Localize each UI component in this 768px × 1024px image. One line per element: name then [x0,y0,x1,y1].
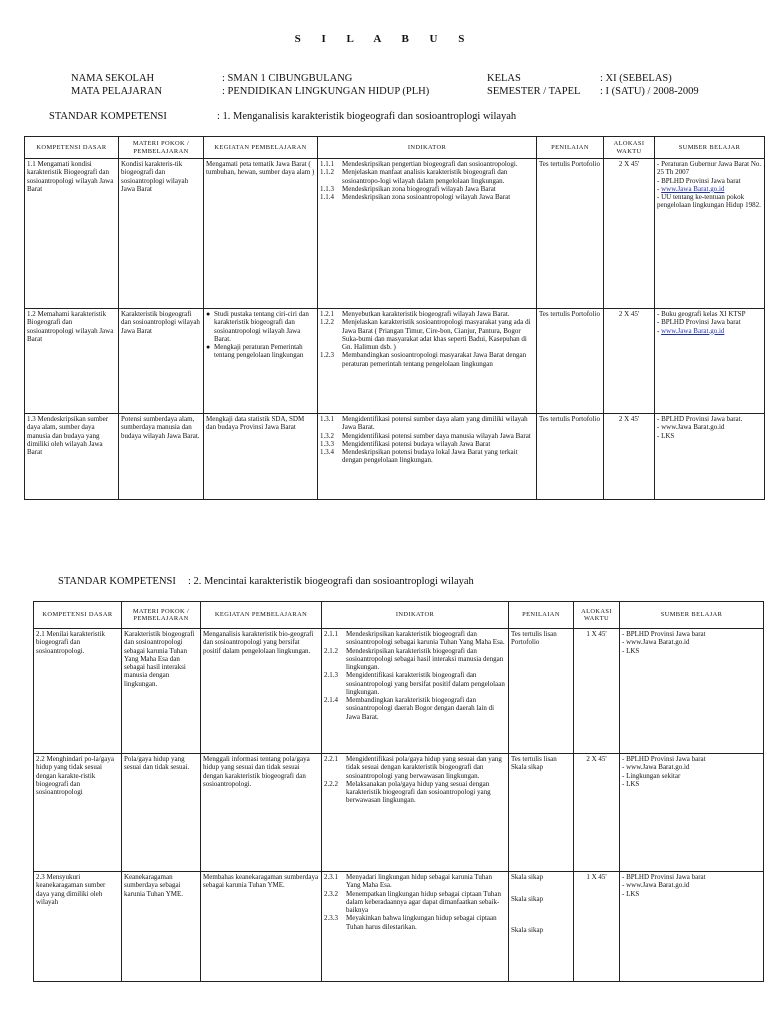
materi-pokok-cell: Karakteristik biogeografi dan sosioantropologi sebagai karunia Tuhan Yang Maha Esa dan sebagai hasil interaksi manusia dengan lingkungan. [122,629,201,754]
sumber-item: - BPLHD Provinsi Jawa barat [622,630,706,638]
alokasi-waktu-cell: 1 X 45' [574,629,620,754]
sumber-item: - BPLHD Provinsi Jawa barat. [657,415,743,423]
sumber-link[interactable]: www.Jawa Barat.go.id [661,326,725,335]
penilaian-cell: Tes tertulis Portofolio [537,309,604,414]
table-row [25,159,765,309]
standar-kompetensi-2 [58,576,474,587]
sumber-belajar-cell [655,159,765,309]
indikator-number: 2.1.3 [324,671,338,680]
indikator-number: 1.1.1 [320,160,334,168]
indikator-number: 2.1.1 [324,630,338,638]
sumber-belajar-cell [655,414,765,500]
table-row [34,629,764,754]
indikator-text: Menjelaskan manfaat analisis karakteristik biogeografi dan sosioantropo-logi wilayah dalam pengelolaan lingkungan. [342,168,508,185]
indikator-item [320,160,534,168]
sumber-item: - Buku geografi kelas XI KTSP [657,310,746,318]
indikator-item [324,671,506,696]
sumber-item: - www.Jawa Barat.go.id [657,184,725,193]
sumber-item: - Peraturan Gubernur Jawa Barat No. 25 Th 2007 [657,160,762,177]
sumber-belajar-cell [620,754,764,872]
indikator-item [324,890,506,915]
indikator-text: Meyakinkan bahwa lingkungan hidup sebagai ciptaan Tuhan harus dilestarikan. [346,914,497,931]
indikator-text: Membandingkan karakteristik biogeografi dan sosioantropologi daerah Bogor dengan daerah lain di Jawa Barat. [346,696,495,721]
kegiatan-item [206,310,315,343]
indikator-cell [322,872,509,982]
indikator-text: Menyadari lingkungan hidup sebagai karunia Tuhan Yang Maha Esa. [346,873,493,890]
sk2-value: : 2. Mencintai karakteristik biogeografi dan sosioantroplogi wilayah [188,576,474,587]
indikator-item [320,415,534,432]
sumber-item: - www.Jawa Barat.go.id [657,326,725,335]
penilaian-item: Skala sikap [511,895,544,904]
indikator-number: 2.1.4 [324,696,338,704]
alokasi-waktu-cell: 2 X 45' [574,754,620,872]
sumber-item: - LKS [622,779,640,788]
kegiatan-text: Mengkaji peraturan Pemerintah tentang pengelolaan lingkungan [214,343,304,360]
indikator-number: 1.3.3 [320,439,334,448]
standar-kompetensi-1 [49,111,516,122]
kegiatan-cell: Menggali informasi tentang pola/gaya hidup yang sesuai dan tidak sesuai dengan karakteristik biogeografi dan sosioantropologi. [201,754,322,872]
indikator-number: 2.3.3 [324,914,338,923]
sk1-value: : 1. Menganalisis karakteristik biogeografi dan sosioantroplogi wilayah [217,111,517,122]
indikator-number: 1.2.1 [320,310,334,318]
indikator-item [324,914,506,931]
header-kegiatan: KEGIATAN PEMBELAJARAN [204,137,318,159]
kegiatan-cell: Menganalisis karakteristik bio-geografi dan sosioantropologi yang bersifat positif dalam pengelolaan lingkungan. [201,629,322,754]
alokasi-waktu-cell: 2 X 45' [604,309,655,414]
indikator-cell [322,754,509,872]
indikator-item [324,755,506,780]
sumber-item: - www.Jawa Barat.go.id [622,763,690,772]
indikator-text: Menjelaskan karakteristik sosioantropologi masyarakat yang ada di Jawa Barat ( Priangan Timur, Cire-bon, Cianjur, Pantura, Bogor Suka-bumi dan masyarakat adat khas seperti Badui, Kasepuhan di Gn. Halimun dsb. ) [342,318,531,351]
materi-pokok-cell: Karakteristik biogeografi dan sosioantroplogi wilayah Jawa Barat [119,309,204,414]
indikator-number: 1.3.2 [320,431,334,440]
indikator-text: Membandingkan sosioantropologi masyarakat Jawa Barat dengan peraturan pemerintah tentang pengelolaan lingkungan [342,351,527,368]
indikator-item [324,647,506,672]
indikator-text: Mendeskripsikan zona biogeografi wilayah Jawa Barat [342,184,496,193]
table-row [34,872,764,982]
indikator-item [324,873,506,890]
alokasi-waktu-cell: 2 X 45' [604,414,655,500]
kegiatan-text: Studi pustaka tentang ciri-ciri dan karakteristik biogeografi dan sosioantropologi wilayah Jawa Barat. [214,310,309,343]
table-row [25,309,765,414]
sumber-item: - www.Jawa Barat.go.id [622,881,690,890]
indikator-text: Mengidentifikasi potensi sumber daya alam yang dimiliki wilayah Jawa Barat. [342,415,528,432]
sumber-item: - LKS [622,646,640,655]
sumber-item: - BPLHD Provinsi Jawa barat [657,318,741,327]
kompetensi-dasar-cell: 2.1 Menilai karakteristik biogeografi dan sosioantropologi. [34,629,122,754]
penilaian-item: Skala sikap [511,873,544,881]
header-penilaian: PENILAIAN [537,137,604,159]
nama-sekolah-value: : SMAN 1 CIBUNGBULANG [222,73,353,84]
materi-pokok-cell: Kondisi karakteris-tik biogeografi dan sosioantroplogi wilayah Jawa Barat [119,159,204,309]
indikator-text: Mendeskripsikan karakteristik biogeografi dan sosioantropologi sebagai karunia Tuhan Yang Maha Esa. [346,630,505,647]
sumber-item: - Lingkungan sekitar [622,771,681,780]
sumber-item: - BPLHD Provinsi Jawa barat [622,755,706,763]
indikator-item [320,168,534,185]
sumber-belajar-cell [655,309,765,414]
kegiatan-cell: Mengkaji data statistik SDA, SDM dan budaya Provinsi Jawa Barat [204,414,318,500]
indikator-number: 1.1.3 [320,184,334,193]
header-indikator: INDIKATOR [318,137,537,159]
indikator-item [324,780,506,805]
header-indikator: INDIKATOR [322,602,509,629]
penilaian-cell: Tes tertulis Portofolio [537,159,604,309]
materi-pokok-cell: Pola/gaya hidup yang sesuai dan tidak sesuai. [122,754,201,872]
indikator-number: 2.2.1 [324,755,338,763]
indikator-text: Mengidentifikasi potensi sumber daya manusia wilayah Jawa Barat [342,431,531,440]
silabus-table-1 [24,136,765,500]
header-alokasi-waktu: ALOKASI WAKTU [574,602,620,629]
table-row [34,754,764,872]
indikator-text: Mengidentifikasi potensi budaya wilayah Jawa Barat [342,439,491,448]
document-title: S I L A B U S [294,33,474,45]
penilaian-cell: Tes tertulis lisan Skala sikap [509,754,574,872]
header-alokasi-waktu: ALOKASI WAKTU [604,137,655,159]
kompetensi-dasar-cell: 2.3 Mensyukuri keanekaragaman sumber daya yang dimiliki oleh wilayah [34,872,122,982]
indikator-item [324,630,506,647]
penilaian-cell: Tes tertulis lisan Portofolio [509,629,574,754]
sumber-item: - LKS [657,431,675,440]
semester-label: SEMESTER / TAPEL [487,86,581,97]
indikator-number: 2.1.2 [324,646,338,655]
kompetensi-dasar-cell: 1.3 Mendeskripsikan sumber daya alam, sumber daya manusia dan budaya yang dimiliki oleh wilayah Jawa Barat [25,414,119,500]
semester-value: : I (SATU) / 2008-2009 [600,86,699,97]
kompetensi-dasar-cell: 2.2 Menghindari po-la/gaya hidup yang tidak sesuai dengan karakte-ristik biogeografi dan sosioantropologi [34,754,122,872]
indikator-item [320,351,534,368]
sumber-item: - www.Jawa Barat.go.id [622,638,690,647]
mata-pelajaran-value: : PENDIDIKAN LINGKUNGAN HIDUP (PLH) [222,86,430,97]
kegiatan-item [206,343,315,360]
header-sumber-belajar: SUMBER BELAJAR [655,137,765,159]
kompetensi-dasar-cell: 1.2 Memahami karakteristik Biogeografi dan sosioantropologi wilayah Jawa Barat [25,309,119,414]
sumber-link[interactable]: www.Jawa Barat.go.id [661,184,725,193]
silabus-table-2 [33,601,764,982]
header-kompetensi-dasar: KOMPETENSI DASAR [34,602,122,629]
header-sumber-belajar: SUMBER BELAJAR [620,602,764,629]
indikator-cell [318,309,537,414]
indikator-cell [322,629,509,754]
bullet-icon: ● [206,310,211,318]
indikator-item [320,185,534,193]
indikator-item [320,432,534,440]
materi-pokok-cell: Potensi sumberdaya alam, sumberdaya manusia dan budaya wilayah Jawa Barat. [119,414,204,500]
kelas-label: KELAS [487,73,521,84]
bullet-icon: ● [206,343,211,351]
indikator-text: Mendeskripsikan potensi budaya lokal Jawa Barat yang terkait dengan pengelolaan lingkungan. [342,448,518,465]
sumber-item: - BPLHD Provinsi Jawa barat [622,873,706,881]
indikator-item [320,310,534,318]
indikator-number: 2.3.1 [324,873,338,881]
header-penilaian: PENILAIAN [509,602,574,629]
indikator-text: Menempatkan lingkungan hidup sebagai ciptaan Tuhan dalam keberadaannya agar dapat dimanfaatkan sebaik-baiknya [346,889,501,914]
indikator-cell [318,159,537,309]
indikator-cell [318,414,537,500]
sumber-item: - BPLHD Provinsi Jawa barat [657,176,741,185]
indikator-text: Mendeskripsikan karakteristik biogeografi dan sosioantropologi sebagai hasil interaksi manusia dengan lingkungan. [346,646,504,671]
sumber-item: - LKS [622,889,640,898]
sumber-item: - UU tentang ke-tentuan pokok pengelolaan lingkungan Hidup 1982. [657,193,761,210]
mata-pelajaran-label: MATA PELAJARAN [71,86,163,97]
sk1-label: STANDAR KOMPETENSI [49,111,167,122]
penilaian-item: Skala sikap [511,925,544,934]
sk2-label: STANDAR KOMPETENSI [58,576,176,587]
indikator-text: Mendeskripsikan zona sosioantropologi wilayah Jawa Barat [342,193,511,201]
sumber-belajar-cell [620,629,764,754]
penilaian-cell: Tes tertulis Portofolio [537,414,604,500]
indikator-item [324,696,506,721]
indikator-text: Mengidentifikasi karakteristik biogeografi dan sosioantropologi yang bersifat positif dalam pengelolaan lingkungan. [346,671,505,696]
header-kompetensi-dasar: KOMPETENSI DASAR [25,137,119,159]
header-kegiatan: KEGIATAN PEMBELAJARAN [201,602,322,629]
indikator-number: 1.2.3 [320,351,334,360]
kegiatan-cell: Mengamati peta tematik Jawa Barat ( tumbuhan, hewan, sumber daya alam ) [204,159,318,309]
nama-sekolah-label: NAMA SEKOLAH [71,73,155,84]
header-materi-pokok: MATERI POKOK / PEMBELAJARAN [122,602,201,629]
indikator-text: Melaksanakan pola/gaya hidup yang sesuai dengan karakteristik biogeografi dan sosioantropologi yang berwawasan lingkungan. [346,779,491,805]
alokasi-waktu-cell: 1 X 45' [574,872,620,982]
materi-pokok-cell: Keanekaragaman sumberdaya sebagai karunia Tuhan YME. [122,872,201,982]
kompetensi-dasar-cell: 1.1 Mengamati kondisi karakteristik Biogeografi dan sosioantropologi wilayah Jawa Barat [25,159,119,309]
indikator-number: 1.2.2 [320,318,334,327]
table-row [25,414,765,500]
header-materi-pokok: MATERI POKOK / PEMBELAJARAN [119,137,204,159]
indikator-item [320,440,534,448]
alokasi-waktu-cell: 2 X 45' [604,159,655,309]
indikator-text: Mengidentifikasi pola/gaya hidup yang sesuai dan yang tidak sesuai dengan karakteristik biogeografi dan sosioantropologi yang berwawasan lingkungan. [346,755,502,780]
indikator-number: 1.1.2 [320,168,334,177]
indikator-text: Mendeskripsikan pengertian biogeografi dan sosioantropologi. [342,160,518,168]
indikator-text: Menyebutkan karakteristik biogeografi wilayah Jawa Barat. [342,310,510,318]
sumber-belajar-cell [620,872,764,982]
kegiatan-cell: Membahas keanekaragaman sumberdaya sebagai karunia Tuhan YME. [201,872,322,982]
indikator-number: 2.2.2 [324,779,338,788]
kelas-value: : XI (SEBELAS) [600,73,672,84]
kegiatan-cell [204,309,318,414]
indikator-number: 1.3.4 [320,448,334,456]
penilaian-cell [509,872,574,982]
indikator-number: 1.1.4 [320,193,334,201]
indikator-item [320,448,534,465]
indikator-number: 2.3.2 [324,889,338,898]
sumber-item: - www.Jawa Barat.go.id [657,423,725,432]
indikator-item [320,318,534,351]
indikator-number: 1.3.1 [320,415,334,423]
indikator-item [320,193,534,201]
